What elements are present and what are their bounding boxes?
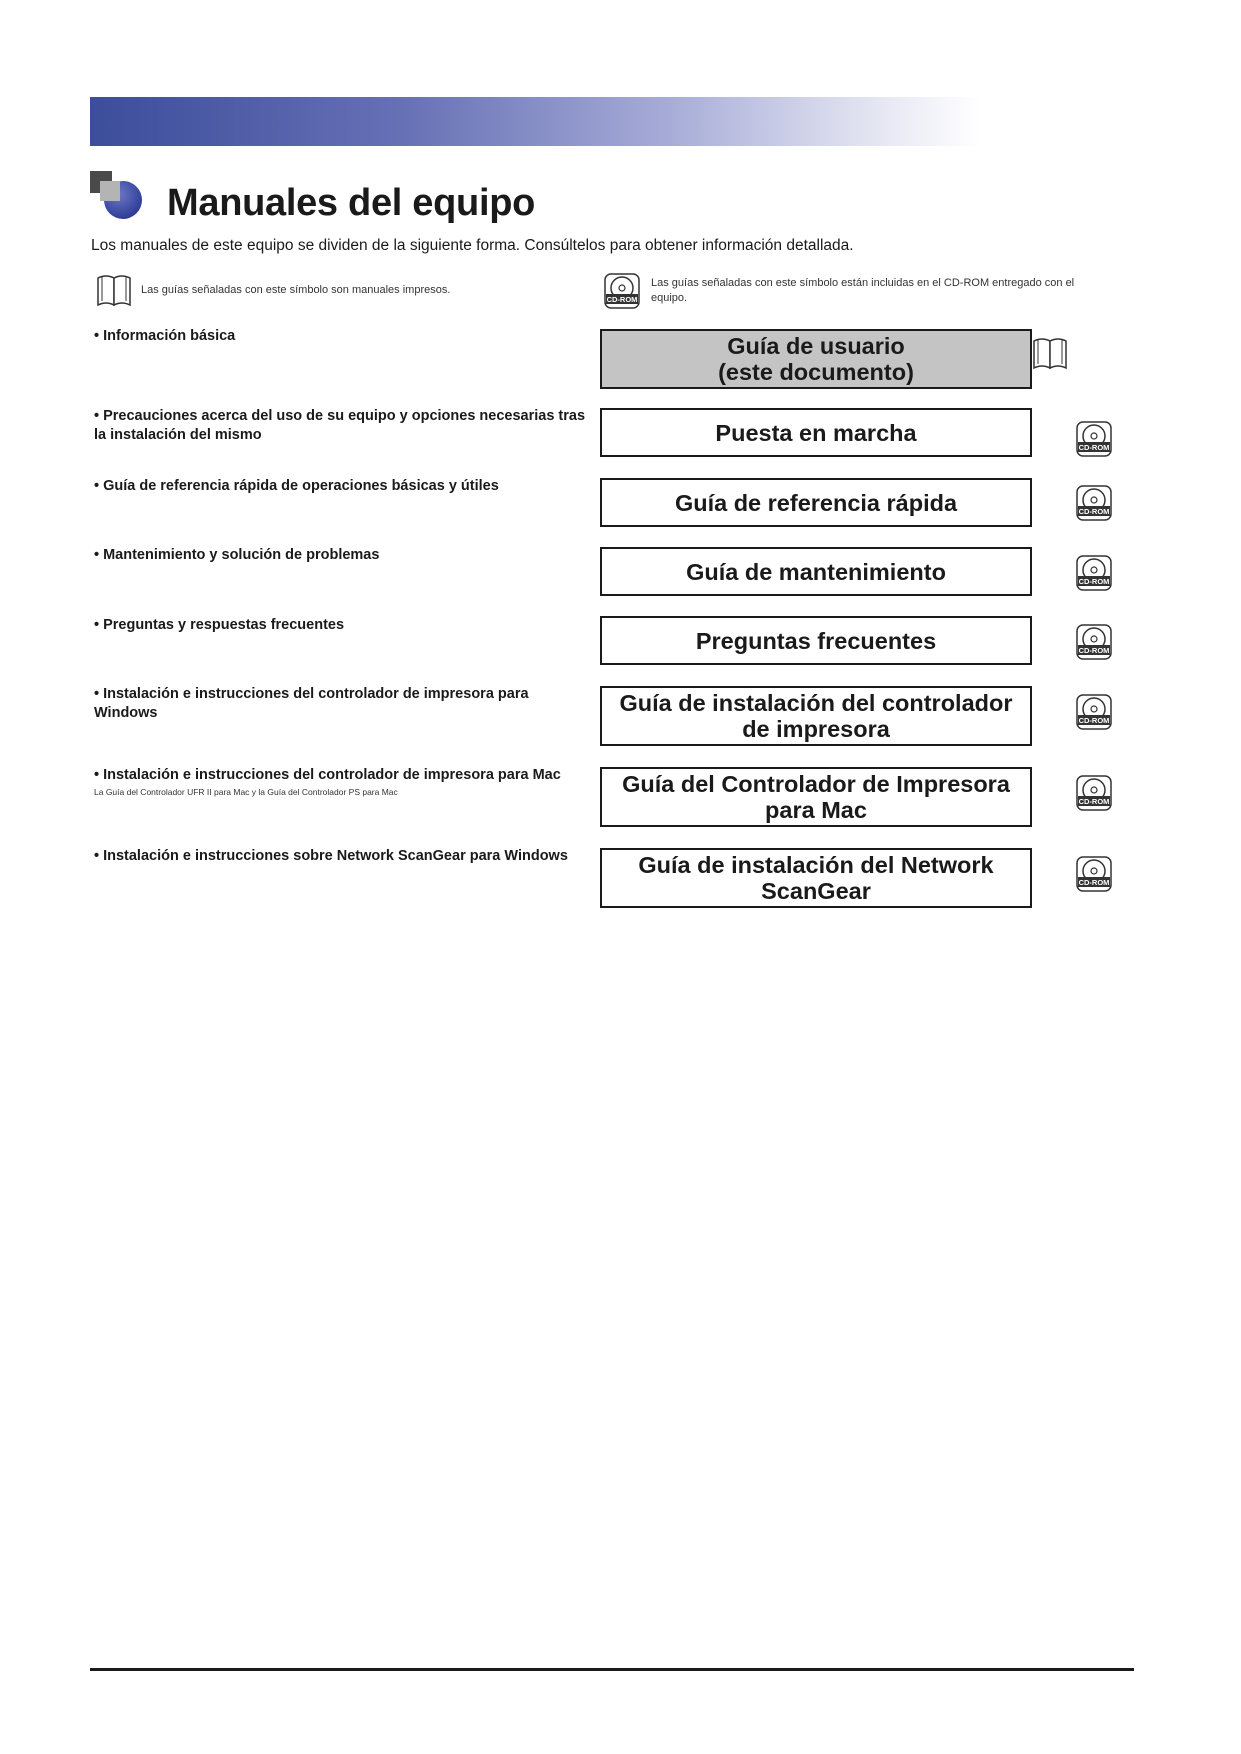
manual-topic	[94, 766, 594, 798]
guide-title: Guía del Controlador de Impresora para Mac	[622, 771, 1010, 823]
cd-rom-icon	[1076, 421, 1112, 457]
guide-title: Guía de mantenimiento	[686, 558, 946, 585]
guide-title-box	[600, 616, 1032, 665]
manual-topic	[94, 847, 594, 866]
guide-title-box	[600, 547, 1032, 596]
svg-text:CD-ROM: CD-ROM	[606, 295, 638, 304]
bullet: •	[94, 408, 100, 424]
bullet: •	[94, 848, 100, 864]
manual-topic-text: Instalación e instrucciones sobre Network ScanGear para Windows	[103, 848, 568, 864]
manual-topic	[94, 616, 594, 635]
guide-title: Preguntas frecuentes	[695, 627, 937, 654]
section-title-icon	[90, 171, 145, 221]
guide-title-box	[600, 478, 1032, 527]
svg-text:CD-ROM: CD-ROM	[1078, 443, 1110, 452]
manual-topic	[94, 477, 594, 496]
bullet: •	[94, 328, 100, 344]
guide-title: Guía de usuario (este documento)	[718, 333, 914, 385]
cd-rom-icon	[1076, 775, 1112, 811]
guide-title-box	[600, 848, 1032, 908]
cd-rom-icon	[1076, 624, 1112, 660]
bullet: •	[94, 547, 100, 563]
footer-rule	[90, 1668, 1134, 1671]
manual-topic-text: Guía de referencia rápida de operaciones básicas y útiles	[103, 478, 499, 494]
svg-text:CD-ROM: CD-ROM	[1078, 507, 1110, 516]
legend-cd-text: Las guías señaladas con este símbolo están incluidas en el CD-ROM entregado con el equipo.	[651, 277, 1075, 304]
manual-topic	[94, 546, 594, 565]
guide-title: Guía de instalación del controlador de impresora	[619, 690, 1013, 742]
bullet: •	[94, 617, 100, 633]
svg-text:CD-ROM: CD-ROM	[1078, 716, 1110, 725]
cd-rom-icon	[1076, 694, 1112, 730]
manual-topic-text: Instalación e instrucciones del controlador de impresora para Windows	[94, 686, 529, 721]
manual-topic-text: Instalación e instrucciones del controlador de impresora para Mac	[103, 767, 561, 783]
guide-title-box	[600, 329, 1032, 389]
cd-rom-icon	[1076, 485, 1112, 521]
guide-title-box	[600, 408, 1032, 457]
guide-title: Guía de instalación del Network ScanGear	[638, 852, 994, 904]
manual-topic-note: La Guía del Controlador UFR II para Mac y la Guía del Controlador PS para Mac	[94, 787, 398, 797]
manual-topic-text: Información básica	[103, 328, 236, 344]
cd-rom-icon	[1076, 856, 1112, 892]
book-icon	[94, 272, 134, 308]
manual-topic	[94, 407, 594, 445]
book-icon	[1030, 335, 1070, 371]
bullet: •	[94, 478, 100, 494]
svg-text:CD-ROM: CD-ROM	[1078, 797, 1110, 806]
manual-topic	[94, 685, 594, 723]
manual-topic	[94, 327, 594, 346]
bullet: •	[94, 686, 100, 702]
guide-title-box	[600, 686, 1032, 746]
guide-title: Guía de referencia rápida	[674, 489, 958, 516]
cd-rom-icon	[1076, 555, 1112, 591]
intro-text: Los manuales de este equipo se dividen de la siguiente forma. Consúltelos para obtener información detallada.	[91, 237, 854, 254]
guide-title-box	[600, 767, 1032, 827]
svg-text:CD-ROM: CD-ROM	[1078, 878, 1110, 887]
manual-topic-text: Precauciones acerca del uso de su equipo y opciones necesarias tras la instalación del mismo	[94, 408, 586, 443]
header-banner	[90, 97, 980, 146]
guide-title: Puesta en marcha	[715, 419, 917, 446]
bullet: •	[94, 767, 100, 783]
manual-topic-text: Mantenimiento y solución de problemas	[103, 547, 380, 563]
cd-rom-icon	[604, 273, 640, 309]
manual-topic-text: Preguntas y respuestas frecuentes	[103, 617, 345, 633]
page-title: Manuales del equipo	[167, 182, 536, 224]
svg-text:CD-ROM: CD-ROM	[1078, 646, 1110, 655]
svg-text:CD-ROM: CD-ROM	[1078, 577, 1110, 586]
legend-book-text: Las guías señaladas con este símbolo son manuales impresos.	[141, 284, 451, 296]
